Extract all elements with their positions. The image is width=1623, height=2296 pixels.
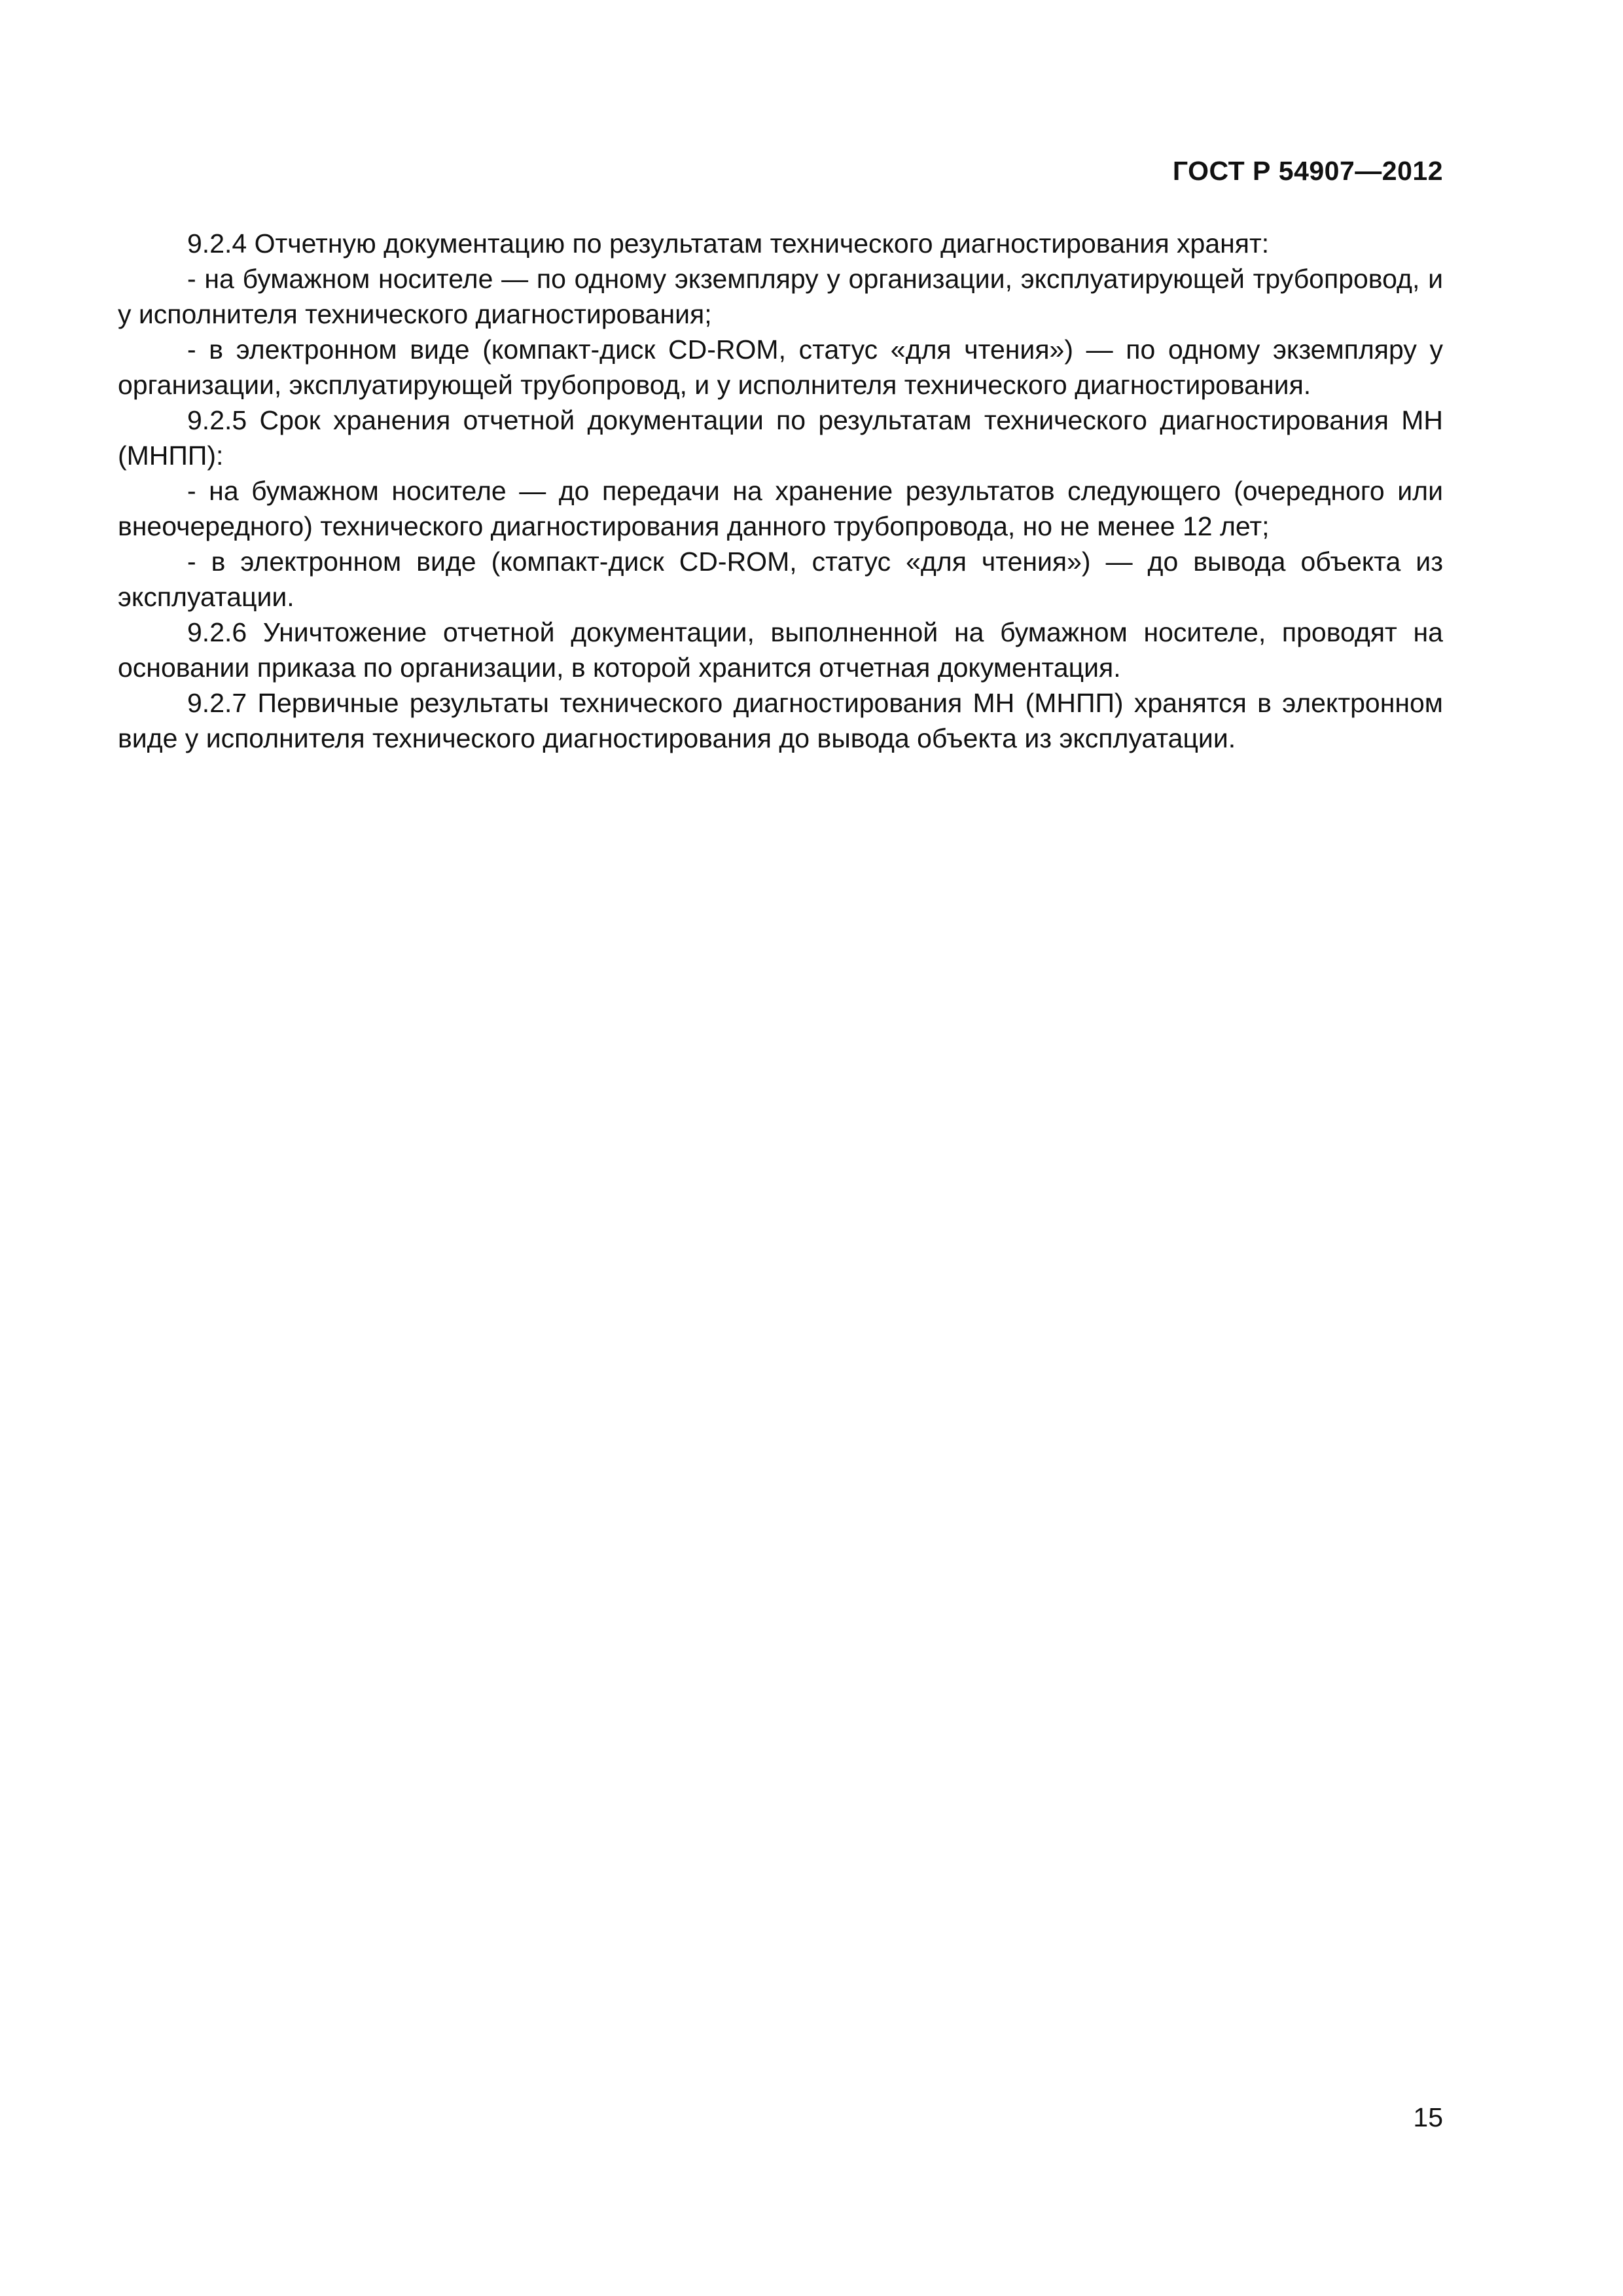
paragraph-9-2-6: 9.2.6 Уничтожение отчетной документации, выполненной на бумажном носителе, проводят на основании приказа по организации, в которой хранится отчетная документация. bbox=[118, 617, 1443, 683]
paragraph-9-2-5: 9.2.5 Срок хранения отчетной документации по результатам технического диагностирования МН (МНПП): bbox=[118, 405, 1443, 471]
document-code-header: ГОСТ Р 54907—2012 bbox=[1172, 156, 1443, 186]
paragraph-9-2-7: 9.2.7 Первичные результаты технического диагностирования МН (МНПП) хранятся в электронном виде у исполнителя технического диагностирования до вывода объекта из эксплуатации. bbox=[118, 688, 1443, 753]
paragraph-paper-storage: - на бумажном носителе — по одному экземпляру у организации, эксплуатирующей трубопровод, и у исполнителя технического диагностирования; bbox=[118, 264, 1443, 329]
paragraph-paper-retention: - на бумажном носителе — до передачи на хранение результатов следующего (очередного или внеочередного) технического диагностирования данного трубопровода, но не менее 12 лет; bbox=[118, 476, 1443, 541]
paragraph-electronic-storage: - в электронном виде (компакт-диск CD-ROM, статус «для чтения») — по одному экземпляру у организации, эксплуатирующей трубопровод, и у исполнителя технического диагностирования. bbox=[118, 334, 1443, 400]
page-number: 15 bbox=[1413, 2102, 1443, 2132]
paragraph-electronic-retention: - в электронном виде (компакт-диск CD-ROM, статус «для чтения») — до вывода объекта из эксплуатации. bbox=[118, 547, 1443, 612]
paragraph-9-2-4: 9.2.4 Отчетную документацию по результатам технического диагностирования хранят: bbox=[187, 228, 1270, 259]
document-body bbox=[118, 226, 1443, 756]
